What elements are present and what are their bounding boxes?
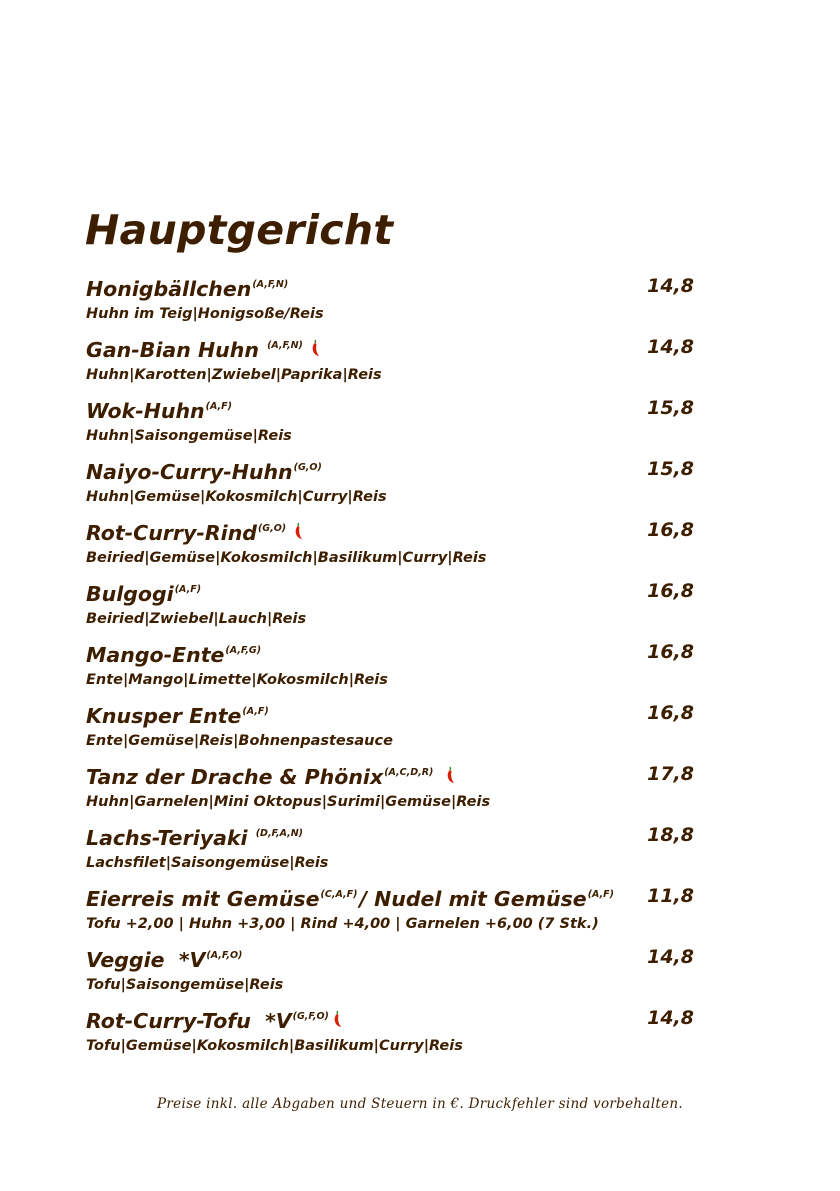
allergen-codes: (A,F,O) <box>206 950 243 961</box>
menu-list <box>86 266 706 1059</box>
dish-description: Ente|Gemüse|Reis|Bohnenpastesauce <box>86 733 393 749</box>
dish-description: Beiried|Gemüse|Kokosmilch|Basilikum|Curry|Reis <box>86 550 487 566</box>
dish-price: 16,8 <box>647 702 694 724</box>
dish-name: Bulgogi$^{(A,F)}$ <box>86 582 202 606</box>
menu-item-header <box>86 693 706 729</box>
dish-description: Tofu|Saisongemüse|Reis <box>86 977 284 993</box>
menu-item <box>86 815 706 876</box>
chili-pepper-icon <box>309 339 320 357</box>
dish-description: Huhn|Garnelen|Mini Oktopus|Surimi|Gemüse|Reis <box>86 794 491 810</box>
menu-item <box>86 266 706 327</box>
allergen-codes: (G,F,O) <box>292 1011 329 1022</box>
menu-item <box>86 327 706 388</box>
menu-item-header <box>86 327 706 363</box>
dish-name: Lachs-Teriyaki $^{(D,F,A,N)}$ <box>86 826 304 850</box>
dish-name: Eierreis mit Gemüse$^{(C,A,F)}$/ Nudel mit Gemüse$^{(A,F)}$ <box>86 887 614 911</box>
menu-item <box>86 632 706 693</box>
dish-price: 14,8 <box>647 946 694 968</box>
dish-description: Tofu|Gemüse|Kokosmilch|Basilikum|Curry|Reis <box>86 1038 463 1054</box>
allergen-codes: (C,A,F) <box>320 889 358 900</box>
allergen-codes: (G,O) <box>293 462 322 473</box>
dish-description: Huhn|Gemüse|Kokosmilch|Curry|Reis <box>86 489 387 505</box>
dish-description: Huhn|Saisongemüse|Reis <box>86 428 292 444</box>
menu-item <box>86 510 706 571</box>
menu-item <box>86 571 706 632</box>
allergen-codes: (A,F) <box>587 889 614 900</box>
dish-name: Veggie $*V^{(A,F,O)}$ <box>86 948 243 972</box>
dish-name: Rot-Curry-Tofu $*V^{(G,F,O)}$ <box>86 1004 342 1034</box>
dish-name: Honigbällchen$^{(A,F,N)}$ <box>86 277 289 301</box>
dish-name: Tanz der Drache & Phönix$^{(A,C,D,R)}$ <box>86 760 455 790</box>
allergen-codes: (D,F,A,N) <box>255 828 304 839</box>
chili-pepper-icon <box>444 766 455 784</box>
dish-description: Beiried|Zwiebel|Lauch|Reis <box>86 611 307 627</box>
dish-description: Lachsfilet|Saisongemüse|Reis <box>86 855 329 871</box>
dish-name: Wok-Huhn$^{(A,F)}$ <box>86 399 232 423</box>
allergen-codes: (A,F) <box>205 401 232 412</box>
menu-item <box>86 998 706 1059</box>
dish-price: 18,8 <box>647 824 694 846</box>
menu-item <box>86 937 706 998</box>
dish-price: 15,8 <box>647 397 694 419</box>
dish-name: Gan-Bian Huhn $^{(A,F,N)}$ <box>86 333 320 363</box>
dish-description: Huhn im Teig|Honigsoße/Reis <box>86 306 324 322</box>
menu-item-header <box>86 388 706 424</box>
dish-name: Rot-Curry-Rind$^{(G,O)}$ <box>86 516 303 546</box>
dish-price: 16,8 <box>647 641 694 663</box>
dish-name: Knusper Ente$^{(A,F)}$ <box>86 704 269 728</box>
menu-item-header <box>86 937 706 973</box>
footer-note: Preise inkl. alle Abgaben und Steuern in €. Druckfehler sind vorbehalten. <box>157 1096 683 1112</box>
dish-name: Naiyo-Curry-Huhn$^{(G,O)}$ <box>86 460 322 484</box>
menu-item-header <box>86 815 706 851</box>
dish-description: Huhn|Karotten|Zwiebel|Paprika|Reis <box>86 367 382 383</box>
dish-price: 16,8 <box>647 580 694 602</box>
menu-item-header <box>86 510 706 546</box>
menu-item <box>86 449 706 510</box>
allergen-codes: (A,F) <box>174 584 202 595</box>
menu-item-header <box>86 266 706 302</box>
menu-item-header <box>86 998 706 1034</box>
allergen-codes: (A,F) <box>242 706 269 717</box>
chili-pepper-icon <box>292 522 303 540</box>
allergen-codes: (A,F,N) <box>267 340 303 351</box>
allergen-codes: (A,F,N) <box>252 279 289 290</box>
dish-description: Tofu +2,00 | Huhn +3,00 | Rind +4,00 | Garnelen +6,00 (7 Stk.) <box>86 916 599 932</box>
dish-price: 17,8 <box>647 763 694 785</box>
dish-price: 14,8 <box>647 1007 694 1029</box>
allergen-codes: (G,O) <box>257 523 287 534</box>
menu-item <box>86 388 706 449</box>
menu-item-header <box>86 876 706 912</box>
dish-price: 11,8 <box>647 885 694 907</box>
menu-item <box>86 876 706 937</box>
menu-item-header <box>86 571 706 607</box>
dish-price: 16,8 <box>647 519 694 541</box>
dish-name: Mango-Ente$^{(A,F,G)}$ <box>86 643 262 667</box>
dish-price: 14,8 <box>647 275 694 297</box>
menu-item-header <box>86 449 706 485</box>
chili-pepper-icon <box>331 1010 342 1028</box>
menu-item <box>86 754 706 815</box>
dish-description: Ente|Mango|Limette|Kokosmilch|Reis <box>86 672 388 688</box>
menu-item <box>86 693 706 754</box>
menu-item-header <box>86 632 706 668</box>
allergen-codes: (A,F,G) <box>225 645 262 656</box>
dish-price: 15,8 <box>647 458 694 480</box>
menu-item-header <box>86 754 706 790</box>
allergen-codes: (A,C,D,R) <box>384 767 434 778</box>
page-title: Hauptgericht <box>85 206 394 254</box>
dish-price: 14,8 <box>647 336 694 358</box>
